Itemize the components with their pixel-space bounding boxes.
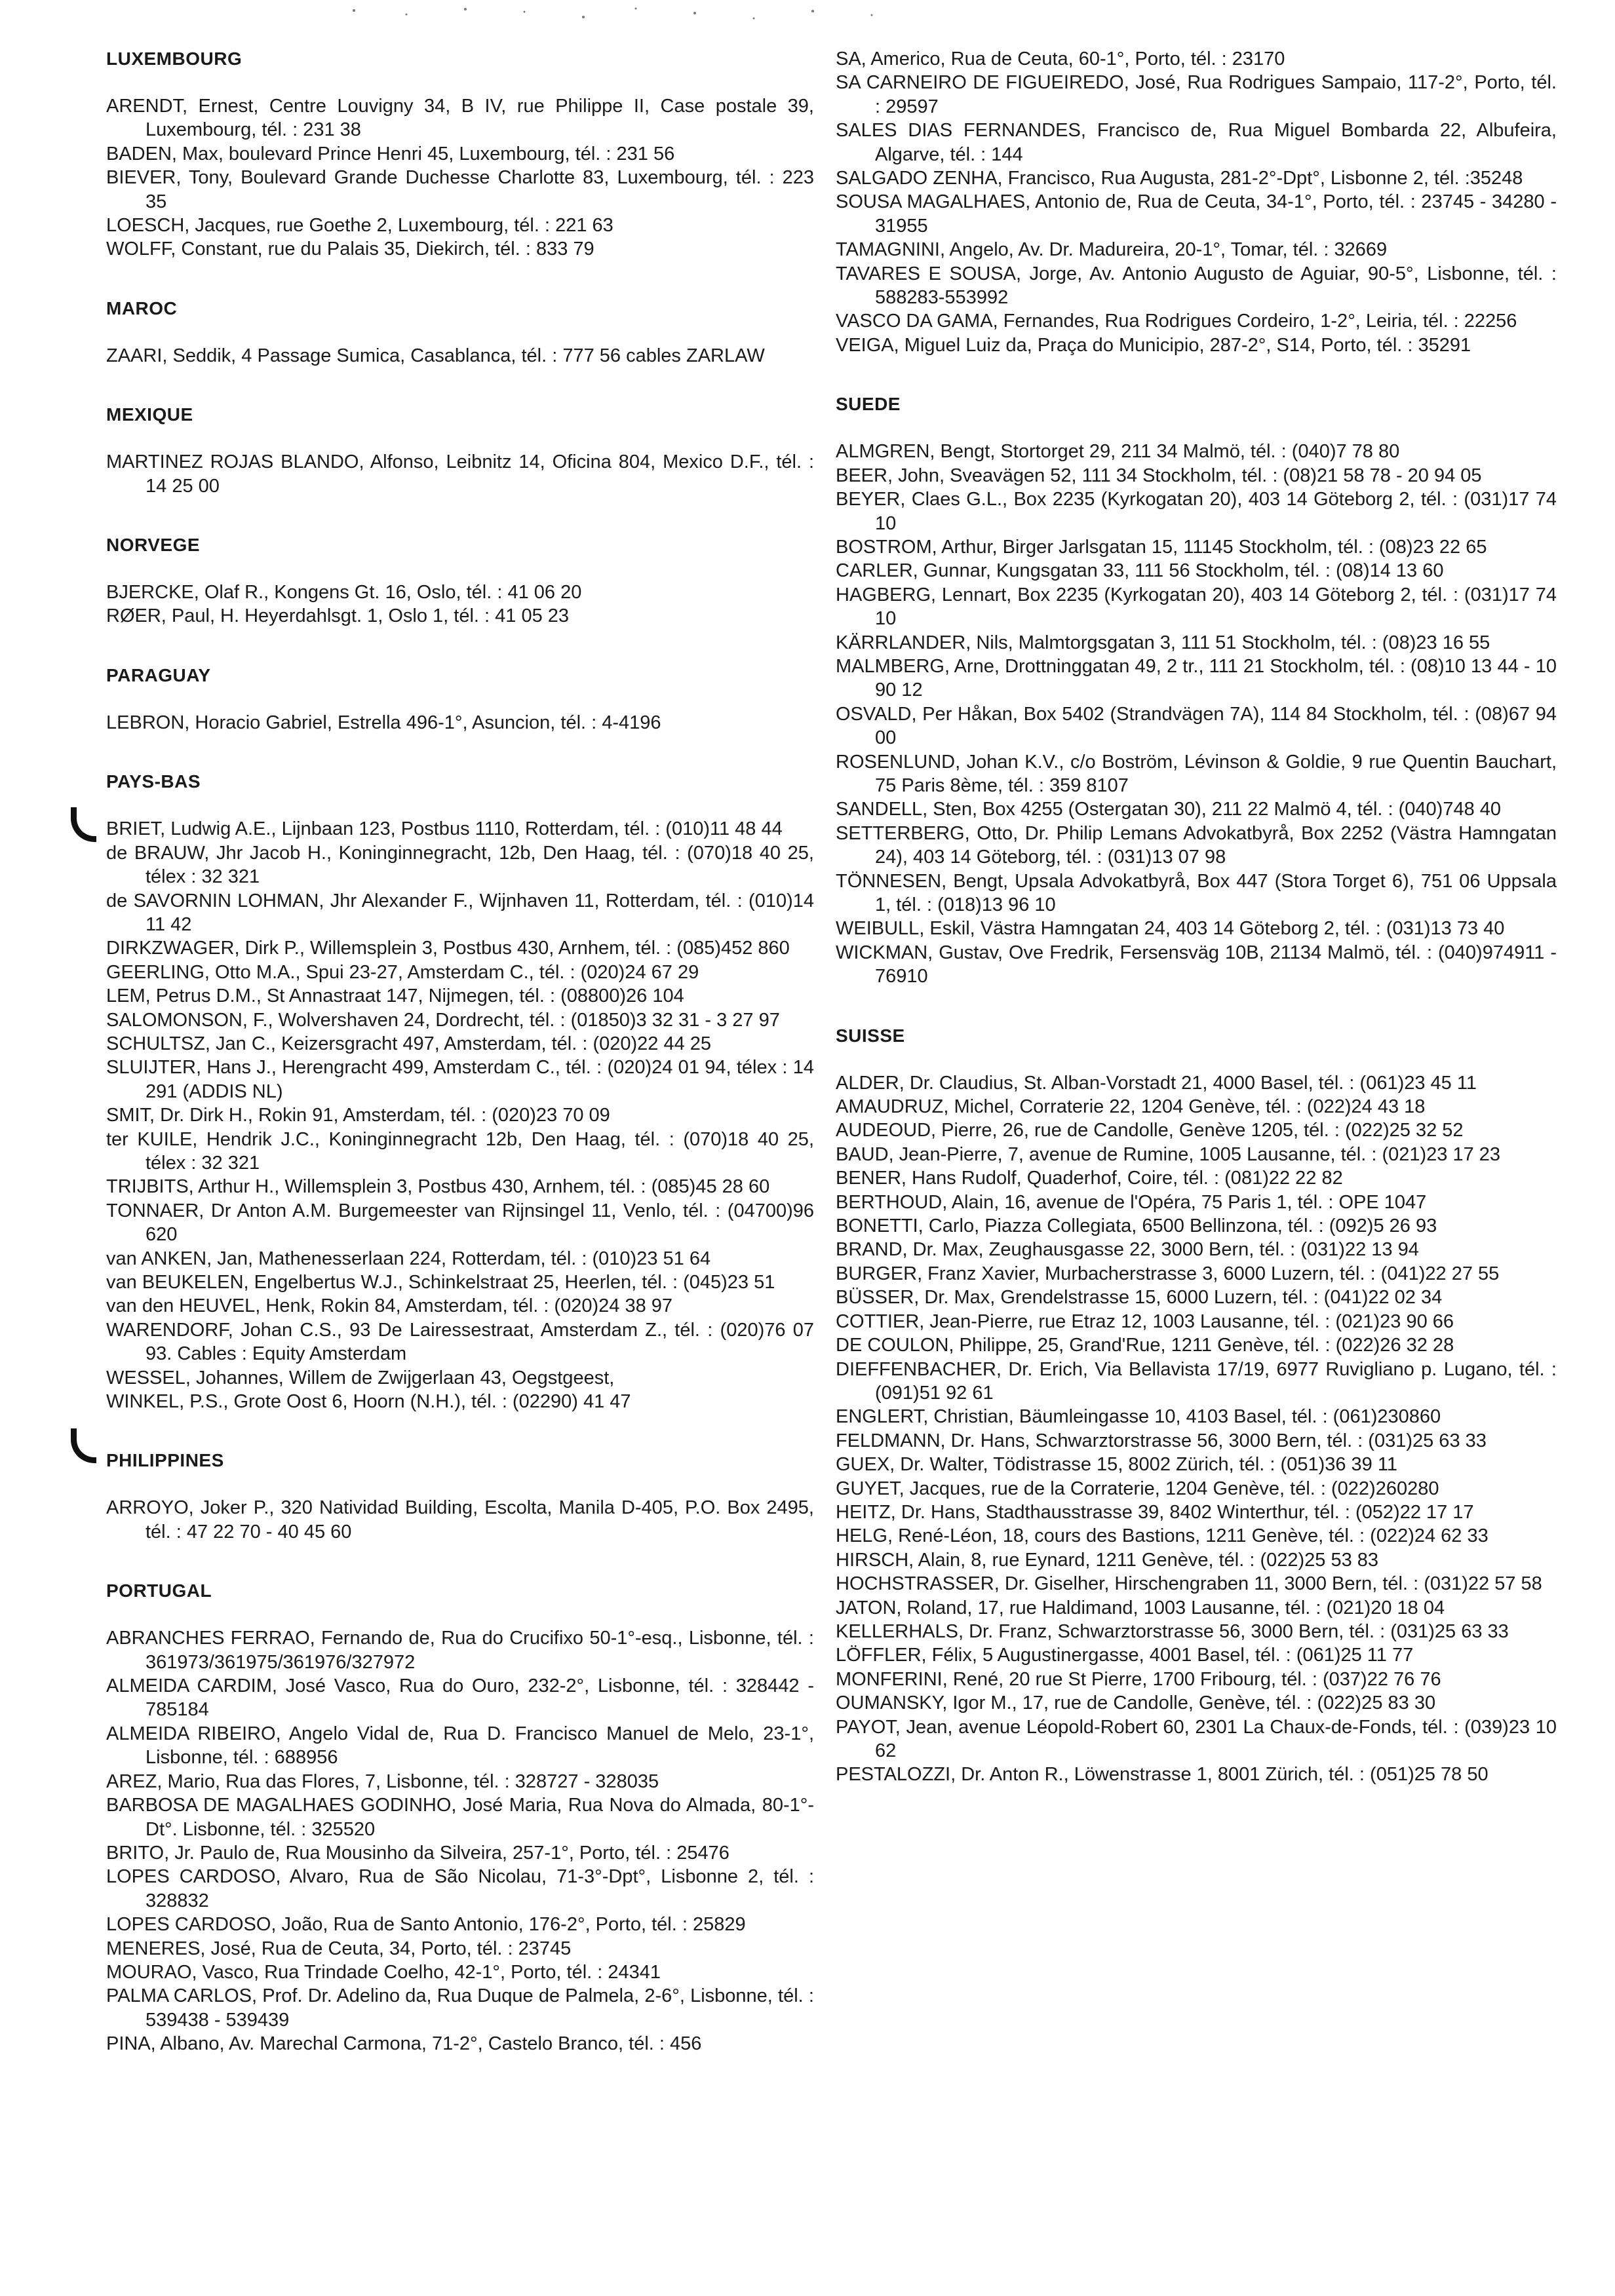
directory-entry: BADEN, Max, boulevard Prince Henri 45, Luxembourg, tél. : 231 56 <box>106 143 675 164</box>
directory-entry: VEIGA, Miguel Luiz da, Praça do Municipio, 287-2°, S14, Porto, tél. : 35291 <box>836 334 1471 356</box>
scan-speckle <box>328 5 918 31</box>
directory-entry: AUDEOUD, Pierre, 26, rue de Candolle, Genève 1205, tél. : (022)25 32 52 <box>836 1120 1464 1141</box>
directory-entry: SMIT, Dr. Dirk H., Rokin 91, Amsterdam, tél. : (020)23 70 09 <box>106 1105 610 1126</box>
directory-entry: BARBOSA DE MAGALHAES GODINHO, José Maria, Rua Nova do Almada, 80-1°-Dt°. Lisbonne, tél. : 325520 <box>106 1795 814 1840</box>
country-heading: PHILIPPINES <box>106 1450 224 1471</box>
directory-entry: HEITZ, Dr. Hans, Stadthausstrasse 39, 8402 Winterthur, tél. : (052)22 17 17 <box>836 1501 1474 1523</box>
country-section <box>836 1024 1557 1787</box>
directory-entry: BRAND, Dr. Max, Zeughausgasse 22, 3000 Bern, tél. : (031)22 13 94 <box>836 1239 1419 1261</box>
directory-entry: BERTHOUD, Alain, 16, avenue de l'Opéra, 75 Paris 1, tél. : OPE 1047 <box>836 1191 1427 1213</box>
country-section <box>836 47 1557 357</box>
left-column <box>106 47 814 2092</box>
directory-entry: AMAUDRUZ, Michel, Corraterie 22, 1204 Genève, tél. : (022)24 43 18 <box>836 1096 1426 1118</box>
directory-entry: BONETTI, Carlo, Piazza Collegiata, 6500 Bellinzona, tél. : (092)5 26 93 <box>836 1215 1437 1237</box>
directory-entry: KELLERHALS, Dr. Franz, Schwarztorstrasse 56, 3000 Bern, tél. : (031)25 63 33 <box>836 1620 1509 1642</box>
country-heading: PAYS-BAS <box>106 771 201 792</box>
directory-entry: VASCO DA GAMA, Fernandes, Rua Rodrigues Cordeiro, 1-2°, Leiria, tél. : 22256 <box>836 311 1517 332</box>
directory-entry: TÖNNESEN, Bengt, Upsala Advokatbyrå, Box 447 (Stora Torget 6), 751 06 Uppsala 1, tél. : (018)13 96 10 <box>836 870 1557 915</box>
directory-entry: WICKMAN, Gustav, Ove Fredrik, Fersensväg 10B, 21134 Malmö, tél. : (040)974911 - 76910 <box>836 942 1557 987</box>
directory-entry: LOPES CARDOSO, Alvaro, Rua de São Nicolau, 71-3°-Dpt°, Lisbonne 2, tél. : 328832 <box>106 1866 814 1911</box>
entry-list <box>106 344 814 368</box>
directory-entry: SLUIJTER, Hans J., Herengracht 499, Amsterdam C., tél. : (020)24 01 94, télex : 14 291 (ADDIS NL) <box>106 1057 814 1102</box>
directory-entry: SANDELL, Sten, Box 4255 (Ostergatan 30), 211 22 Malmö 4, tél. : (040)748 40 <box>836 799 1502 820</box>
directory-entry: BIEVER, Tony, Boulevard Grande Duchesse Charlotte 83, Luxembourg, tél. : 223 35 <box>106 167 814 212</box>
country-heading: NORVEGE <box>106 535 201 556</box>
country-section <box>106 664 814 735</box>
directory-entry: TAMAGNINI, Angelo, Av. Dr. Madureira, 20-1°, Tomar, tél. : 32669 <box>836 239 1388 261</box>
directory-entry: BJERCKE, Olaf R., Kongens Gt. 16, Oslo, tél. : 41 06 20 <box>106 582 582 603</box>
entry-list <box>106 817 814 1413</box>
directory-entry: OSVALD, Per Håkan, Box 5402 (Strandvägen 7A), 114 84 Stockholm, tél. : (08)67 94 00 <box>836 703 1557 749</box>
country-heading: PARAGUAY <box>106 664 211 685</box>
country-heading: LUXEMBOURG <box>106 48 243 69</box>
country-section <box>106 47 814 261</box>
directory-entry: LÖFFLER, Félix, 5 Augustinergasse, 4001 Basel, tél. : (061)25 11 77 <box>836 1645 1414 1666</box>
directory-entry: ENGLERT, Christian, Bäumleingasse 10, 4103 Basel, tél. : (061)230860 <box>836 1406 1441 1428</box>
directory-entry: BOSTROM, Arthur, Birger Jarlsgatan 15, 11145 Stockholm, tél. : (08)23 22 65 <box>836 536 1487 558</box>
directory-entry: van ANKEN, Jan, Mathenesserlaan 224, Rotterdam, tél. : (010)23 51 64 <box>106 1248 711 1269</box>
directory-entry: DIEFFENBACHER, Dr. Erich, Via Bellavista 17/19, 6977 Ruvigliano p. Lugano, tél. : (091)51 92 61 <box>836 1358 1557 1404</box>
directory-entry: AREZ, Mario, Rua das Flores, 7, Lisbonne, tél. : 328727 - 328035 <box>106 1770 659 1792</box>
directory-entry: SOUSA MAGALHAES, Antonio de, Rua de Ceuta, 34-1°, Porto, tél. : 23745 - 34280 - 31955 <box>836 191 1557 237</box>
country-heading: MEXIQUE <box>106 404 193 425</box>
directory-entry: ALMEIDA CARDIM, José Vasco, Rua do Ouro, 232-2°, Lisbonne, tél. : 328442 - 785184 <box>106 1675 814 1721</box>
directory-entry: JATON, Roland, 17, rue Haldimand, 1003 Lausanne, tél. : (021)20 18 04 <box>836 1597 1445 1618</box>
directory-entry: SALOMONSON, F., Wolvershaven 24, Dordrecht, tél. : (01850)3 32 31 - 3 27 97 <box>106 1009 780 1031</box>
entry-list <box>106 1626 814 2056</box>
directory-entry: TONNAER, Dr Anton A.M. Burgemeester van Rijnsingel 11, Venlo, tél. : (04700)96 620 <box>106 1200 814 1246</box>
entry-list <box>836 1071 1557 1787</box>
directory-entry: COTTIER, Jean-Pierre, rue Etraz 12, 1003 Lausanne, tél. : (021)23 90 66 <box>836 1311 1454 1332</box>
directory-entry: BEYER, Claes G.L., Box 2235 (Kyrkogatan 20), 403 14 Göteborg 2, tél. : (031)17 74 10 <box>836 489 1557 534</box>
directory-entry: ROSENLUND, Johan K.V., c/o Boström, Lévinson & Goldie, 9 rue Quentin Bauchart, 75 Paris 8ème, tél. : 359 8107 <box>836 751 1557 796</box>
directory-entry: ALMEIDA RIBEIRO, Angelo Vidal de, Rua D. Francisco Manuel de Melo, 23-1°, Lisbonne, tél. : 688956 <box>106 1723 814 1769</box>
directory-entry: LEBRON, Horacio Gabriel, Estrella 496-1°, Asuncion, tél. : 4-4196 <box>106 712 661 733</box>
entry-list <box>106 581 814 628</box>
directory-entry: PAYOT, Jean, avenue Léopold-Robert 60, 2301 La Chaux-de-Fonds, tél. : (039)23 10 62 <box>836 1716 1557 1761</box>
directory-entry: WEIBULL, Eskil, Västra Hamngatan 24, 403 14 Göteborg 2, tél. : (031)13 73 40 <box>836 918 1505 940</box>
directory-entry: BRITO, Jr. Paulo de, Rua Mousinho da Silveira, 257-1°, Porto, tél. : 25476 <box>106 1842 730 1864</box>
directory-entry: SALGADO ZENHA, Francisco, Rua Augusta, 281-2°-Dpt°, Lisbonne 2, tél. :35248 <box>836 168 1523 189</box>
entry-list <box>836 440 1557 988</box>
directory-entry: van BEUKELEN, Engelbertus W.J., Schinkelstraat 25, Heerlen, tél. : (045)23 51 <box>106 1272 775 1293</box>
country-section <box>836 392 1557 988</box>
directory-entry: PESTALOZZI, Dr. Anton R., Löwenstrasse 1, 8001 Zürich, tél. : (051)25 78 50 <box>836 1764 1489 1786</box>
directory-entry: MOURAO, Vasco, Rua Trindade Coelho, 42-1°, Porto, tél. : 24341 <box>106 1961 661 1983</box>
country-section <box>106 403 814 498</box>
directory-entry: WINKEL, P.S., Grote Oost 6, Hoorn (N.H.), tél. : (02290) 41 47 <box>106 1391 631 1413</box>
directory-entry: PALMA CARLOS, Prof. Dr. Adelino da, Rua Duque de Palmela, 2-6°, Lisbonne, tél. : 539438 - 539439 <box>106 1985 814 2031</box>
directory-entry: GUYET, Jacques, rue de la Corraterie, 1204 Genève, tél. : (022)260280 <box>836 1478 1439 1499</box>
directory-entry: van den HEUVEL, Henk, Rokin 84, Amsterdam, tél. : (020)24 38 97 <box>106 1295 673 1317</box>
directory-entry: MONFERINI, René, 20 rue St Pierre, 1700 Fribourg, tél. : (037)22 76 76 <box>836 1668 1441 1690</box>
directory-entry: SA CARNEIRO DE FIGUEIREDO, José, Rua Rodrigues Sampaio, 117-2°, Porto, tél. : 29597 <box>836 72 1557 117</box>
country-heading: SUISSE <box>836 1025 905 1046</box>
country-heading: MAROC <box>106 297 178 318</box>
country-section <box>106 297 814 368</box>
directory-entry: HAGBERG, Lennart, Box 2235 (Kyrkogatan 20), 403 14 Göteborg 2, tél. : (031)17 74 10 <box>836 584 1557 630</box>
directory-entry: CARLER, Gunnar, Kungsgatan 33, 111 56 Stockholm, tél. : (08)14 13 60 <box>836 560 1444 582</box>
directory-entry: HIRSCH, Alain, 8, rue Eynard, 1211 Genève, tél. : (022)25 53 83 <box>836 1549 1379 1571</box>
directory-entry: HOCHSTRASSER, Dr. Giselher, Hirschengraben 11, 3000 Bern, tél. : (031)22 57 58 <box>836 1573 1542 1595</box>
directory-entry: HELG, René-Léon, 18, cours des Bastions, 1211 Genève, tél. : (022)24 62 33 <box>836 1525 1489 1547</box>
directory-entry: RØER, Paul, H. Heyerdahlsgt. 1, Oslo 1, tél. : 41 05 23 <box>106 605 570 627</box>
entry-list <box>106 1496 814 1544</box>
directory-entry: SETTERBERG, Otto, Dr. Philip Lemans Advokatbyrå, Box 2252 (Västra Hamngatan 24), 403 14 Göteborg, tél. : (031)13 07 98 <box>836 822 1557 868</box>
directory-entry: WARENDORF, Johan C.S., 93 De Lairessestraat, Amsterdam Z., tél. : (020)76 07 93. Cables : Equity Amsterdam <box>106 1319 814 1365</box>
directory-entry: MARTINEZ ROJAS BLANDO, Alfonso, Leibnitz 14, Oficina 804, Mexico D.F., tél. : 14 25 00 <box>106 451 814 497</box>
directory-entry: ABRANCHES FERRAO, Fernando de, Rua do Crucifixo 50-1°-esq., Lisbonne, tél. : 361973/361975/361976/327972 <box>106 1628 814 1673</box>
directory-entry: TRIJBITS, Arthur H., Willemsplein 3, Postbus 430, Arnhem, tél. : (085)45 28 60 <box>106 1176 770 1198</box>
directory-entry: TAVARES E SOUSA, Jorge, Av. Antonio Augusto de Aguiar, 90-5°, Lisbonne, tél. : 588283-553992 <box>836 263 1557 309</box>
directory-entry: ARENDT, Ernest, Centre Louvigny 34, B IV, rue Philippe II, Case postale 39, Luxembourg, tél. : 231 38 <box>106 96 814 141</box>
directory-entry: KÄRRLANDER, Nils, Malmtorgsgatan 3, 111 51 Stockholm, tél. : (08)23 16 55 <box>836 632 1490 653</box>
directory-entry: DE COULON, Philippe, 25, Grand'Rue, 1211 Genève, tél. : (022)26 32 28 <box>836 1335 1454 1356</box>
country-section <box>106 1579 814 2056</box>
directory-entry: MENERES, José, Rua de Ceuta, 34, Porto, tél. : 23745 <box>106 1938 572 1959</box>
directory-entry: LEM, Petrus D.M., St Annastraat 147, Nijmegen, tél. : (08800)26 104 <box>106 985 684 1007</box>
directory-entry: SA, Americo, Rua de Ceuta, 60-1°, Porto, tél. : 23170 <box>836 48 1285 69</box>
directory-entry: ZAARI, Seddik, 4 Passage Sumica, Casablanca, tél. : 777 56 cables ZARLAW <box>106 345 765 366</box>
directory-entry: BURGER, Franz Xavier, Murbacherstrasse 3, 6000 Luzern, tél. : (041)22 27 55 <box>836 1263 1500 1284</box>
margin-bracket-mark <box>71 1428 96 1463</box>
directory-entry: GUEX, Dr. Walter, Tödistrasse 15, 8002 Zürich, tél. : (051)36 39 11 <box>836 1454 1397 1476</box>
directory-entry: WESSEL, Johannes, Willem de Zwijgerlaan 43, Oegstgeest, <box>106 1367 615 1388</box>
entry-list <box>106 711 814 735</box>
entry-list <box>836 47 1557 357</box>
directory-entry: de SAVORNIN LOHMAN, Jhr Alexander F., Wijnhaven 11, Rotterdam, tél. : (010)14 11 42 <box>106 890 814 935</box>
directory-entry: SCHULTSZ, Jan C., Keizersgracht 497, Amsterdam, tél. : (020)22 44 25 <box>106 1033 712 1054</box>
entry-list <box>106 94 814 261</box>
directory-entry: ter KUILE, Hendrik J.C., Koninginnegracht 12b, Den Haag, tél. : (070)18 40 25, télex : 32 321 <box>106 1128 814 1174</box>
directory-entry: BRIET, Ludwig A.E., Lijnbaan 123, Postbus 1110, Rotterdam, tél. : (010)11 48 44 <box>106 818 783 840</box>
country-heading: PORTUGAL <box>106 1580 212 1601</box>
country-section <box>106 770 814 1413</box>
directory-entry: OUMANSKY, Igor M., 17, rue de Candolle, Genève, tél. : (022)25 83 30 <box>836 1693 1436 1714</box>
directory-entry: MALMBERG, Arne, Drottninggatan 49, 2 tr., 111 21 Stockholm, tél. : (08)10 13 44 - 10 90 12 <box>836 655 1557 701</box>
directory-entry: DIRKZWAGER, Dirk P., Willemsplein 3, Postbus 430, Arnhem, tél. : (085)452 860 <box>106 938 790 959</box>
entry-list <box>106 450 814 498</box>
directory-entry: SALES DIAS FERNANDES, Francisco de, Rua Miguel Bombarda 22, Albufeira, Algarve, tél. : 144 <box>836 120 1557 165</box>
directory-entry: BÜSSER, Dr. Max, Grendelstrasse 15, 6000 Luzern, tél. : (041)22 02 34 <box>836 1287 1443 1309</box>
country-section <box>106 533 814 628</box>
directory-entry: BAUD, Jean-Pierre, 7, avenue de Rumine, 1005 Lausanne, tél. : (021)23 17 23 <box>836 1143 1501 1165</box>
directory-entry: BENER, Hans Rudolf, Quaderhof, Coire, tél. : (081)22 22 82 <box>836 1168 1343 1189</box>
directory-entry: ARROYO, Joker P., 320 Natividad Building, Escolta, Manila D-405, P.O. Box 2495, tél. : 47 22 70 - 40 45 60 <box>106 1497 814 1542</box>
directory-entry: LOPES CARDOSO, João, Rua de Santo Antonio, 176-2°, Porto, tél. : 25829 <box>106 1914 746 1936</box>
directory-entry: WOLFF, Constant, rue du Palais 35, Diekirch, tél. : 833 79 <box>106 239 594 260</box>
margin-bracket-mark <box>71 807 96 842</box>
directory-entry: ALDER, Dr. Claudius, St. Alban-Vorstadt 21, 4000 Basel, tél. : (061)23 45 11 <box>836 1072 1477 1094</box>
right-column <box>836 47 1557 1822</box>
directory-entry: ALMGREN, Bengt, Stortorget 29, 211 34 Malmö, tél. : (040)7 78 80 <box>836 441 1400 463</box>
directory-entry: FELDMANN, Dr. Hans, Schwarztorstrasse 56, 3000 Bern, tél. : (031)25 63 33 <box>836 1430 1487 1451</box>
directory-entry: GEERLING, Otto M.A., Spui 23-27, Amsterdam C., tél. : (020)24 67 29 <box>106 961 699 983</box>
country-section <box>106 1449 814 1544</box>
country-heading: SUEDE <box>836 394 901 415</box>
directory-entry: PINA, Albano, Av. Marechal Carmona, 71-2°, Castelo Branco, tél. : 456 <box>106 2033 702 2055</box>
directory-entry: de BRAUW, Jhr Jacob H., Koninginnegracht, 12b, Den Haag, tél. : (070)18 40 25, télex : 32 321 <box>106 842 814 888</box>
directory-entry: LOESCH, Jacques, rue Goethe 2, Luxembourg, tél. : 221 63 <box>106 215 613 237</box>
directory-entry: BEER, John, Sveavägen 52, 111 34 Stockholm, tél. : (08)21 58 78 - 20 94 05 <box>836 465 1482 486</box>
